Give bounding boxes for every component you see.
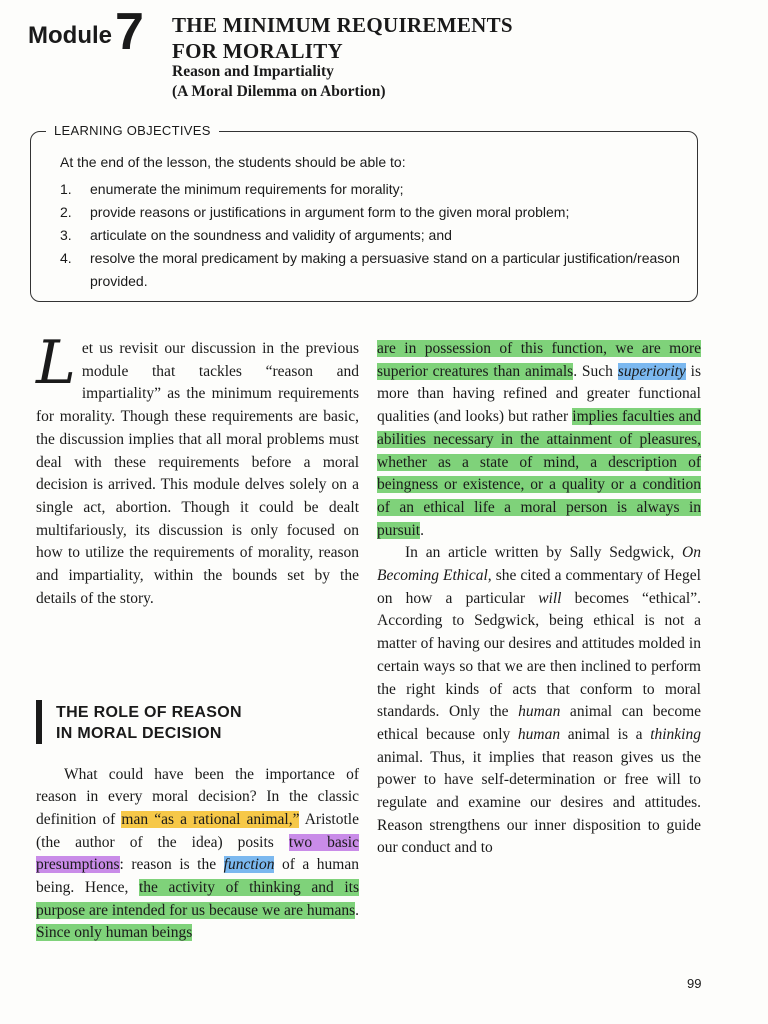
objective-item: 3. articulate on the soundness and validity of arguments; and <box>60 227 452 243</box>
page-number: 99 <box>687 976 702 991</box>
dropcap-letter: L <box>36 328 76 398</box>
sedgwick-paragraph: In an article written by Sally Sedgwick, On Becoming Ethical, she cited a commentary of Hegel on how a particular will becomes “ethical”. According to Sedgwick, being ethical is not a matter of having our desires and attitudes molded in certain ways so that we are then inclined to perform the right kinds of acts that conform to moral standards. Only the human animal can become ethical because only human animal is a thinking animal. Thus, it implies that reason gives us the power to have self-determination or free will to regulate and examine our desires and attitudes. Reason strengthens our inner disposition to guide our conduct and to <box>377 544 702 857</box>
highlight-faculties: implies faculties and abilities necessary in the attainment of pleasures, whether as a state of mind, a description of beingness or existence, or a quality or a condition of an ethical life a moral person is always in pursuit <box>377 408 701 539</box>
page-title <box>172 12 513 64</box>
highlight-function: function <box>223 856 275 874</box>
highlight-superiority: superiority <box>617 362 686 380</box>
reason-paragraph: What could have been the importance of reason in every moral decision? In the classic definition of man “as a rational animal,” Aristotle (the author of the idea) posits two basic presumptions: reason is the function of a human being. Hence, the activity of thinking and its purpose are intended for us because we are humans. Since only human beings <box>36 765 359 942</box>
objectives-intro: At the end of the lesson, the students should be able to: <box>60 154 406 170</box>
subtitle-line-1: Reason and Impartiality <box>172 63 334 80</box>
title-line-2: FOR MORALITY <box>172 39 344 63</box>
section-heading-line-1: THE ROLE OF REASON <box>56 704 242 721</box>
objectives-list <box>60 178 685 293</box>
objective-item: 1. enumerate the minimum requirements for morality; <box>60 181 404 197</box>
section-bar <box>36 700 42 744</box>
objectives-label: LEARNING OBJECTIVES <box>46 123 219 138</box>
highlight-man: man “as a rational animal,” <box>121 810 300 828</box>
objective-item: 2. provide reasons or justifications in argument form to the given moral problem; <box>60 204 570 220</box>
highlight-possession: are in possession of this function, we are more superior creatures than animals <box>377 340 701 380</box>
page-subtitle <box>172 62 386 102</box>
intro-paragraph <box>36 328 359 610</box>
objective-item: 4. resolve the moral predicament by making a persuasive stand on a particular justification/reason provided. <box>60 250 680 289</box>
module-label: Module <box>28 22 112 49</box>
title-line-1: THE MINIMUM REQUIREMENTS <box>172 13 513 37</box>
highlight-since: Since only human beings <box>36 924 193 942</box>
section-heading-line-2: IN MORAL DECISION <box>56 725 222 742</box>
highlight-activity: the activity of thinking and its purpose are intended for us because we are humans <box>36 879 359 919</box>
intro-text: et us revisit our discussion in the previous module that tackles “reason and impartiality” as the minimum requirements for morality. Though these requirements are basic, the discussion implies that all moral problems must deal with these requirements before a moral decision is arrived. This module delves solely on a single act, abortion. Though it could be dealt multifariously, its discussion is only focused on how to utilize the requirements of morality, reason and impartiality, within the bounds set by the details of the story. <box>36 340 359 607</box>
right-column: are in possession of this function, we are more superior creatures than animals. Such superiority is more than having refined and greater functional qualities (and looks) but rather implies faculties and abilities necessary in the attainment of pleasures, whether as a state of mind, a description of beingness or existence, or a quality or a condition of an ethical life a moral person is always in pursuit. In an article written by Sally Sedgwick, On Becoming Ethical, she cited a commentary of Hegel on how a particular will becomes “ethical”. According to Sedgwick, being ethical is not a matter of having our desires and attitudes molded in certain ways so that we are then inclined to perform the right kinds of acts that conform to moral standards. Only the human animal can become ethical because only human animal is a thinking animal. Thus, it implies that reason gives us the power to have self-determination or free will to regulate and examine our desires and attitudes. Reason strengthens our inner disposition to guide our conduct and to <box>377 338 701 860</box>
highlight-presumptions: two basic presumptions <box>36 833 359 874</box>
module-number: 7 <box>115 3 144 61</box>
subtitle-line-2: (A Moral Dilemma on Abortion) <box>172 83 386 100</box>
